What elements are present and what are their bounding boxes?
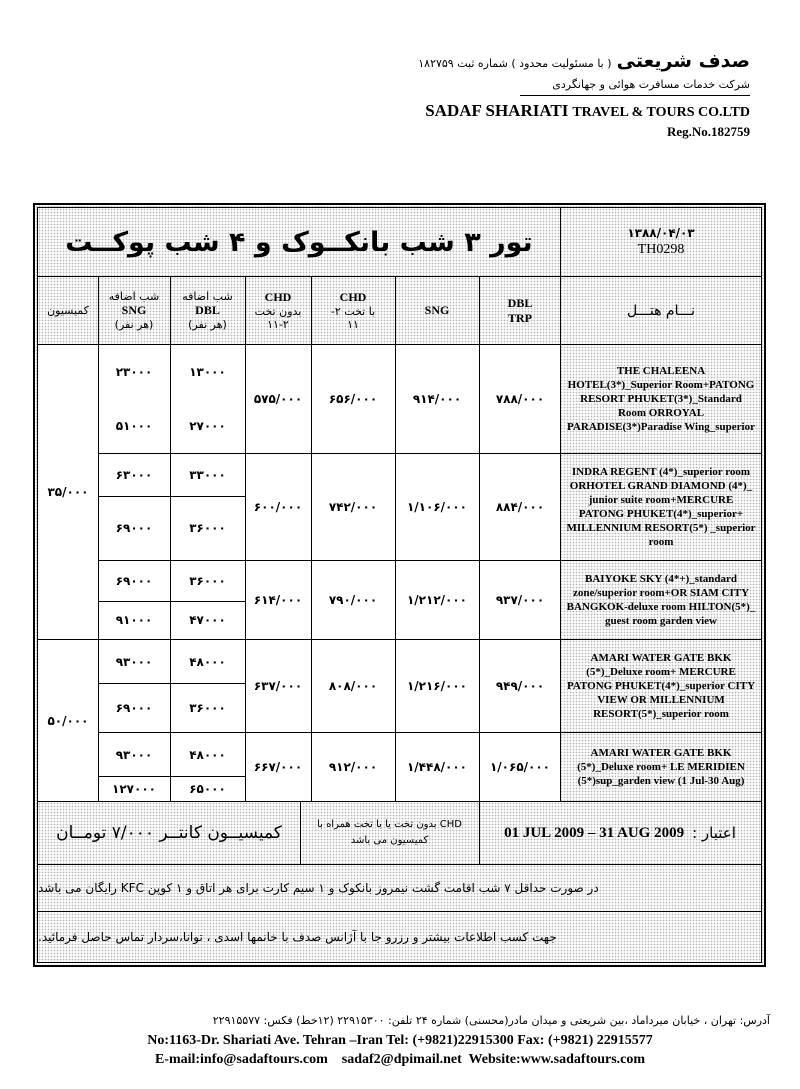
header-dbl-trp: DBL TRP [507,295,533,325]
price-chd-nobed: ۶۶۷/۰۰۰ [253,760,303,774]
extra-dbl-bangkok: ۱۳۰۰۰ [189,365,226,379]
price-chd-nobed: ۵۷۵/۰۰۰ [253,392,303,406]
hotel-name: BAIYOKE SKY (4*+)_standard zone/superior room+OR SIAM CITY BANGKOK-deluxe room HILTON(5*)_ guest room garden view [566,573,756,627]
extra-dbl-phuket: ۳۶۰۰۰ [189,521,226,535]
validity-box [479,802,761,864]
hotel-name: THE CHALEENA HOTEL(3*)_Superior Room+PATONG RESORT PHUKET(3*)_Standard Room ORROYAL PARADISE(3*)Paradise Wing_superior [567,365,755,433]
company-header [250,50,750,72]
price-chd-bed: ۶۵۶/۰۰۰ [328,392,378,406]
price-dbl-trp: ۱/۰۶۵/۰۰۰ [489,760,551,774]
extra-sng-bangkok: ۶۹۰۰۰ [115,574,153,588]
price-chd-nobed: ۶۳۷/۰۰۰ [253,679,303,693]
commission-group-1: ۳۵/۰۰۰ [47,485,89,499]
header-extra-night-sng: شب اضافه SNG (هر نفر) [108,290,160,331]
commission-group-2: ۵۰/۰۰۰ [47,713,89,728]
registration-number: Reg.No.182759 [666,124,750,139]
offer-note: در صورت حداقل ۷ شب اقامت گشت نیمروز بانکوک و ۱ سیم کارت برای هر اتاق و ۱ کوپن KFC رایگان می باشد [38,881,599,895]
extra-sng-phuket: ۶۹۰۰۰ [115,700,153,715]
extra-sng-phuket: ۹۱۰۰۰ [115,613,153,627]
extra-dbl-bangkok: ۳۳۰۰۰ [189,468,226,482]
tour-code: TH0298 [637,242,685,257]
header-hotel-name: نـــام هتـــل [626,302,696,319]
company-name-en: SADAF SHARIATI TRAVEL & TOURS CO.LTD [425,101,750,120]
address-en: No:1163-Dr. Shariati Ave. Tehran –Iran Tel: (+9821)22915300 Fax: (+9821) 22915577 [147,1033,653,1048]
extra-sng-bangkok: ۹۳۰۰۰ [115,654,153,669]
extra-sng-bangkok: ۹۳۰۰۰ [115,747,153,762]
price-sng: ۹۱۴/۰۰۰ [412,392,462,406]
header-chd-with-bed: CHD با تخت ۲- ۱۱ [330,290,376,331]
price-chd-bed: ۹۱۲/۰۰۰ [328,760,378,774]
extra-sng-bangkok: ۲۳۰۰۰ [115,365,153,379]
extra-sng-phuket: ۶۹۰۰۰ [115,521,153,535]
company-subtitle: شرکت خدمات مسافرت هوائی و جهانگردی [552,78,750,91]
extra-sng-phuket: ۵۱۰۰۰ [115,419,153,433]
extra-dbl-bangkok: ۴۸۰۰۰ [189,654,226,669]
extra-dbl-bangkok: ۴۸۰۰۰ [189,747,226,762]
hotel-name: INDRA REGENT (4*)_superior room ORHOTEL GRAND DIAMOND (4*)_ junior suite room+MERCURE PATONG PHUKET(4*)_superior+ MILLENNIUM RESORT(5*) _superior room [566,466,756,548]
tour-code-box [561,208,761,276]
extra-dbl-phuket: ۴۷۰۰۰ [189,613,226,627]
price-dbl-trp: ۹۴۹/۰۰۰ [495,679,545,693]
company-registration-fa: ( با مسئولیت محدود ) شماره ثبت ۱۸۲۷۵۹ [418,57,612,70]
price-sng: ۱/۱۰۶/۰۰۰ [406,500,468,514]
extra-dbl-phuket: ۳۶۰۰۰ [189,700,226,715]
tour-title: تور ۳ شب بانکــوک و ۴ شب پوکــت [65,226,533,258]
header-sng: SNG [424,303,450,317]
price-chd-bed: ۷۴۲/۰۰۰ [328,500,378,514]
extra-sng-bangkok: ۶۳۰۰۰ [115,468,153,482]
price-chd-bed: ۸۰۸/۰۰۰ [328,679,378,693]
extra-sng-phuket: ۱۲۷۰۰۰ [112,781,156,796]
company-name-fa: صدف شریعتی [616,50,750,72]
address-fa: آدرس: تهران ، خیابان میرداماد ،بین شریعتی و میدان مادر(محسنی) شماره ۲۴ تلفن: ۲۲۹۱۵۳۰۰ (۱۲خط) فکس: ۲۲۹۱۵۵۷۷ [212,1014,770,1027]
contact-note: جهت کسب اطلاعات بیشتر و رزرو جا با آژانس صدف با خانمها اسدی ، توانا،سردار تماس حاصل فرمائید. [38,930,557,944]
chd-commission-note: CHD بدون تخت یا با تخت همراه با کمیسیون می باشد [317,819,462,846]
price-dbl-trp: ۸۸۴/۰۰۰ [495,500,545,514]
header-extra-night-dbl: شب اضافه DBL (هر نفر) [182,290,233,331]
price-dbl-trp: ۹۳۷/۰۰۰ [495,593,545,607]
price-sng: ۱/۲۱۲/۰۰۰ [406,593,468,607]
hotel-name: AMARI WATER GATE BKK (5*)_Deluxe room+ MERCURE PATONG PHUKET(4*)_superior CITY VIEW OR MILLENNIUM RESORT(5*)_superior room [566,652,756,720]
header-commission: کمیسیون [47,304,89,317]
counter-commission: کمیسیــون کانتــر ۷/۰۰۰ تومــان [56,823,282,843]
divider [520,95,750,96]
price-chd-nobed: ۶۰۰/۰۰۰ [253,500,303,514]
price-sng: ۱/۲۱۶/۰۰۰ [406,679,468,693]
hotel-name: AMARI WATER GATE BKK (5*)_Deluxe room+ LE MERIDIEN (5*)sup_garden view (1 Jul-30 Aug) [577,747,745,787]
extra-dbl-phuket: ۲۷۰۰۰ [189,419,226,433]
price-sng: ۱/۴۴۸/۰۰۰ [406,760,468,774]
validity-label: اعتبار : [692,824,736,842]
tour-date: ۱۳۸۸/۰۴/۰۳ [627,226,695,240]
header-chd-no-bed: CHD بدون تخت ۱۱-۲ [254,290,302,331]
contact-info: E-mail:info@sadaftours.com sadaf2@dpimail.net Website:www.sadaftours.com [154,1052,646,1067]
validity-dates: 01 JUL 2009 – 31 AUG 2009 [504,824,685,841]
extra-dbl-phuket: ۶۵۰۰۰ [189,781,226,796]
price-chd-bed: ۷۹۰/۰۰۰ [328,593,378,607]
price-dbl-trp: ۷۸۸/۰۰۰ [495,392,545,406]
extra-dbl-bangkok: ۳۶۰۰۰ [189,574,226,588]
price-chd-nobed: ۶۱۴/۰۰۰ [253,593,303,607]
